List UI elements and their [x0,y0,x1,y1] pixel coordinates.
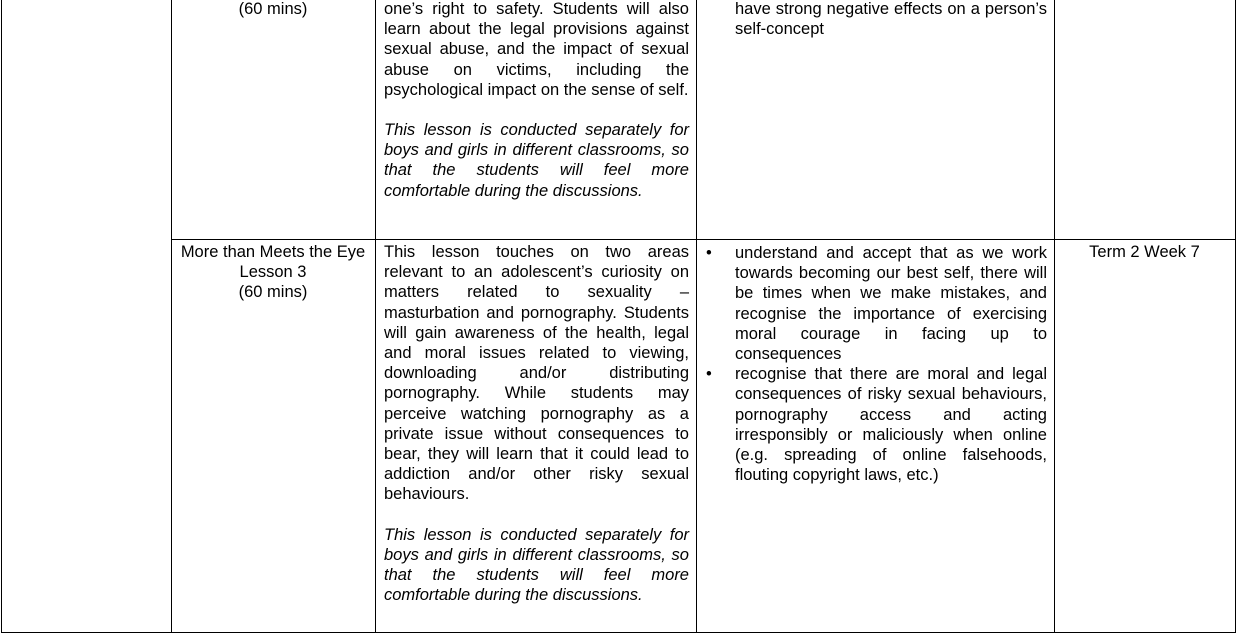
outcome-text: recognise that there are moral and legal consequences of risky sexual behaviours, pornography access and acting irresponsibly or maliciously when online (e.g. spreading of online falsehoods, flouting copyright laws, etc.) [735,365,1047,485]
bullet-icon: • [706,244,712,262]
lesson3-title-cell [171,242,375,303]
row-divider [171,239,1236,240]
column-divider [171,0,172,633]
lesson3-note: This lesson is conducted separately for boys and girls in different classrooms, so that the students will feel more comfortable during the discussions. [384,525,689,605]
prev-lesson-title-cell [171,0,375,19]
bullet-icon: • [706,365,712,384]
outcome-text: understand and accept that as we work towards becoming our best self, there will be times when we make mistakes, and recognise the importance of exercising moral courage in facing up to consequences [735,244,1047,364]
prev-lesson-description-cell [384,0,689,201]
lesson3-duration: (60 mins) [238,283,308,302]
prev-lesson-outcome-cell [735,0,1047,39]
list-item [697,243,1047,364]
lesson3-description-cell [384,242,689,605]
prev-lesson-note: This lesson is conducted separately for boys and girls in different classrooms, so that the students will feel more comfortable during the discussions. [384,121,689,200]
column-divider [1235,0,1236,633]
lesson3-timing: Term 2 Week 7 [1089,243,1200,261]
lesson3-title: More than Meets the Eye [180,243,366,261]
prev-lesson-description: one’s right to safety. Students will also learn about the legal provisions against sexual abuse, and the impact of sexual abuse on victims, including the psychological impact on the sense of self. [384,0,689,99]
prev-lesson-duration: (60 mins) [238,0,308,18]
lesson3-description: This lesson touches on two areas relevant to an adolescent’s curiosity on matters related to sexuality – masturbation and pornography. Students will gain awareness of the health, legal and moral issues related to viewing, downloading and/or distributing pornography. While students may perceive watching pornography as a private issue without consequences to bear, they will learn that it could lead to addiction and/or other risky sexual behaviours. [384,243,689,504]
lesson3-number: Lesson 3 [239,263,307,282]
column-divider [1054,0,1055,633]
lesson3-timing-cell [1054,242,1235,262]
list-item [697,364,1047,485]
prev-lesson-outcome-text: have strong negative effects on a person’s self-concept [735,0,1047,39]
column-divider [375,0,376,633]
lesson3-outcomes-list [697,243,1047,485]
lesson3-outcomes-cell [697,243,1047,485]
